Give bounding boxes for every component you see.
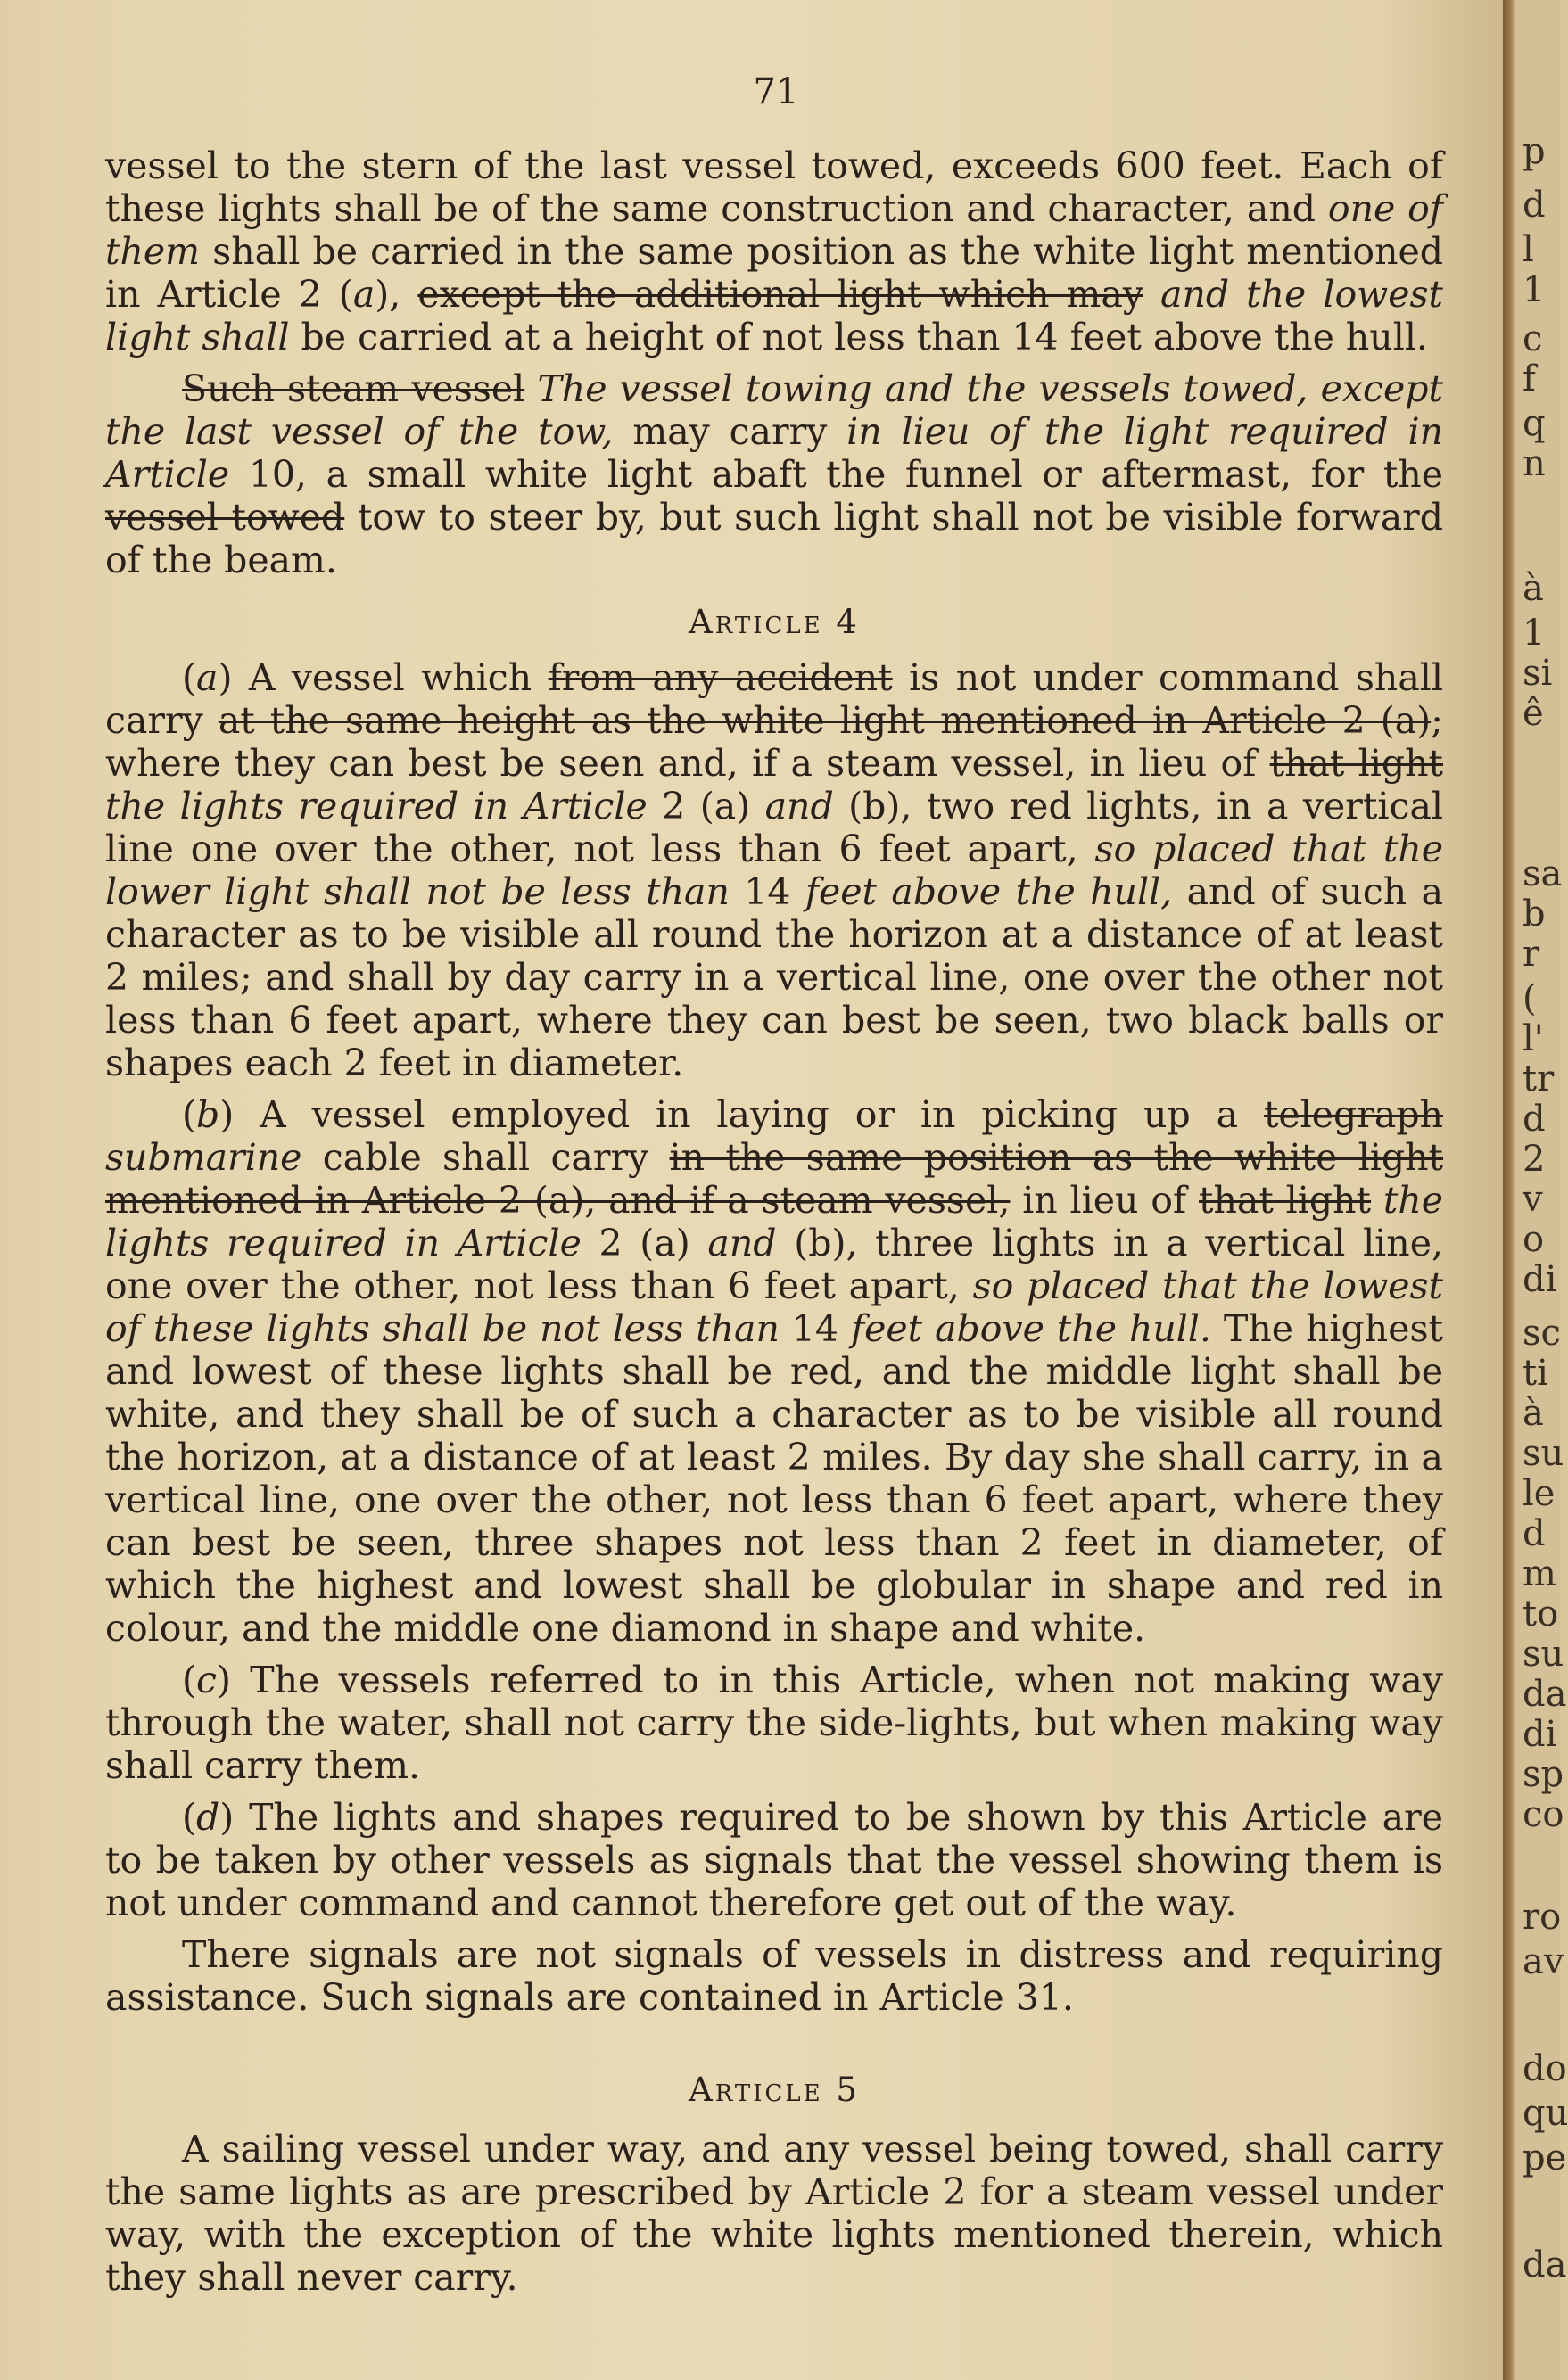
edge-letter: p	[1523, 131, 1546, 172]
edge-letter: d	[1523, 1099, 1546, 1140]
edge-letter: to	[1523, 1594, 1559, 1635]
edge-letter: sc	[1523, 1313, 1561, 1354]
edge-letter: 1	[1523, 269, 1546, 310]
edge-letter: ê	[1523, 693, 1544, 734]
article-4-b: (b) A vessel employed in laying or in picking up a telegraph submarine cable shall carry in the same position as the white light mentioned in Article 2 (a), and if a steam vessel, in lieu of that light the lights required in Article 2 (a) and (b), three lights in a vertical line, one over the other, not less than 6 feet apart, so placed that the lowest of these lights shall be not less than 14 feet above the hull. The highest and lowest of these lights shall be red, and the middle light shall be white, and they shall be of such a character as to be visible all round the horizon, at a distance of at least 2 miles. By day she shall carry, in a vertical line, one over the other, not less than 6 feet apart, where they can best be seen, three shapes not less than 2 feet in diameter, of which the highest and lowest shall be globular in shape and red in colour, and the middle one diamond in shape and white.	[105, 1093, 1443, 1650]
edge-letter: co	[1523, 1794, 1564, 1835]
paragraph-steering-light: Such steam vessel The vessel towing and the vessels towed, except the last vessel of the tow, may carry in lieu of the light required in Article 10, a small white light abaft the funnel or aftermast, for the vessel towed tow to steer by, but such light shall not be visible forward of the beam.	[105, 367, 1443, 581]
book-gutter	[1503, 0, 1515, 2380]
edge-letter: 1	[1523, 613, 1546, 654]
edge-letter: da	[1523, 2244, 1567, 2285]
edge-letter: le	[1523, 1473, 1556, 1514]
edge-letter: di	[1523, 1259, 1557, 1300]
edge-letter: l'	[1523, 1018, 1544, 1059]
page-number: 71	[753, 71, 799, 112]
edge-letter: b	[1523, 894, 1546, 935]
edge-letter: c	[1523, 318, 1543, 359]
struck-text: vessel towed	[105, 496, 345, 539]
struck-text: at the same height as the white light mentioned in Article 2 (a)	[218, 699, 1432, 742]
facing-page-edge	[1515, 0, 1568, 2380]
edge-letter: di	[1523, 1714, 1557, 1755]
article-4-c: (c) The vessels referred to in this Article, when not making way through the water, shall not carry the side-lights, but when making way shall carry them.	[105, 1659, 1443, 1787]
distress-signals-note: There signals are not signals of vessels in distress and requiring assistance. Such signals are contained in Article 31.	[105, 1933, 1443, 2019]
struck-text: telegraph	[1263, 1093, 1443, 1136]
struck-text: Such steam vessel	[182, 367, 525, 410]
edge-letter: tr	[1523, 1058, 1555, 1099]
edge-letter: m	[1523, 1553, 1556, 1594]
edge-letter: à	[1523, 568, 1544, 609]
edge-letter: sa	[1523, 853, 1563, 894]
paragraph-towing-lights: vessel to the stern of the last vessel towed, exceeds 600 feet. Each of these lights shall be of the same construction and character, and one of them shall be carried in the same position as the white light mentioned in Article 2 (a), except the additional light which may and the lowest light shall be carried at a height of not less than 14 feet above the hull.	[105, 144, 1444, 358]
edge-letter: n	[1523, 443, 1546, 484]
edge-letter: v	[1523, 1179, 1543, 1220]
edge-letter: o	[1523, 1219, 1545, 1260]
edge-letter: ti	[1523, 1353, 1548, 1394]
article-4-a: (a) A vessel which from any accident is not under command shall carry at the same height as the white light mentioned in Article 2 (a); where they can best be seen and, if a steam vessel, in lieu of that light the lights required in Article 2 (a) and (b), two red lights, in a vertical line one over the other, not less than 6 feet apart, so placed that the lower light shall not be less than 14 feet above the hull, and of such a character as to be visible all round the horizon at a distance of at least 2 miles; and shall by day carry in a vertical line, one over the other not less than 6 feet apart, where they can best be seen, two black balls or shapes each 2 feet in diameter.	[105, 656, 1444, 1084]
edge-letter: r	[1523, 934, 1540, 975]
edge-letter: ro	[1523, 1897, 1562, 1938]
edge-letter: sp	[1523, 1754, 1564, 1795]
edge-letter: f	[1523, 358, 1536, 399]
article-4-d: (d) The lights and shapes required to be shown by this Article are to be taken by other vessels as signals that the vessel showing them is not under command and cannot therefore get out of the way.	[105, 1796, 1443, 1924]
edge-letter: su	[1523, 1634, 1564, 1675]
edge-letter: da	[1523, 1674, 1567, 1715]
struck-text: in the same position as the white light mentioned in Article 2 (a), and if a steam vessel,	[105, 1136, 1443, 1222]
edge-letter: q	[1523, 403, 1546, 444]
article-5-heading: Article 5	[689, 2071, 860, 2109]
edge-letter: su	[1523, 1433, 1564, 1474]
edge-letter: à	[1523, 1393, 1544, 1434]
struck-text: except the additional light which may	[417, 273, 1144, 316]
struck-text: from any accident	[548, 656, 893, 699]
struck-text: that light	[1269, 742, 1443, 785]
edge-letter: qu	[1523, 2093, 1568, 2134]
edge-letter: (	[1523, 978, 1537, 1019]
article-4-heading: Article 4	[689, 603, 860, 641]
edge-letter: d	[1523, 185, 1546, 226]
edge-letter: si	[1523, 653, 1553, 694]
edge-letter: do	[1523, 2048, 1567, 2089]
edge-letter: pe	[1523, 2137, 1567, 2178]
article-5-text: A sailing vessel under way, and any vessel being towed, shall carry the same lights as are prescribed by Article 2 for a steam vessel under way, with the exception of the white lights mentioned therein, which they shall never carry.	[105, 2128, 1443, 2299]
edge-letter: l	[1523, 229, 1534, 270]
edge-letter: av	[1523, 1941, 1564, 1982]
struck-text: that light	[1199, 1179, 1371, 1222]
page-body	[105, 144, 1443, 2308]
edge-letter: 2	[1523, 1139, 1546, 1180]
edge-letter: d	[1523, 1513, 1546, 1554]
